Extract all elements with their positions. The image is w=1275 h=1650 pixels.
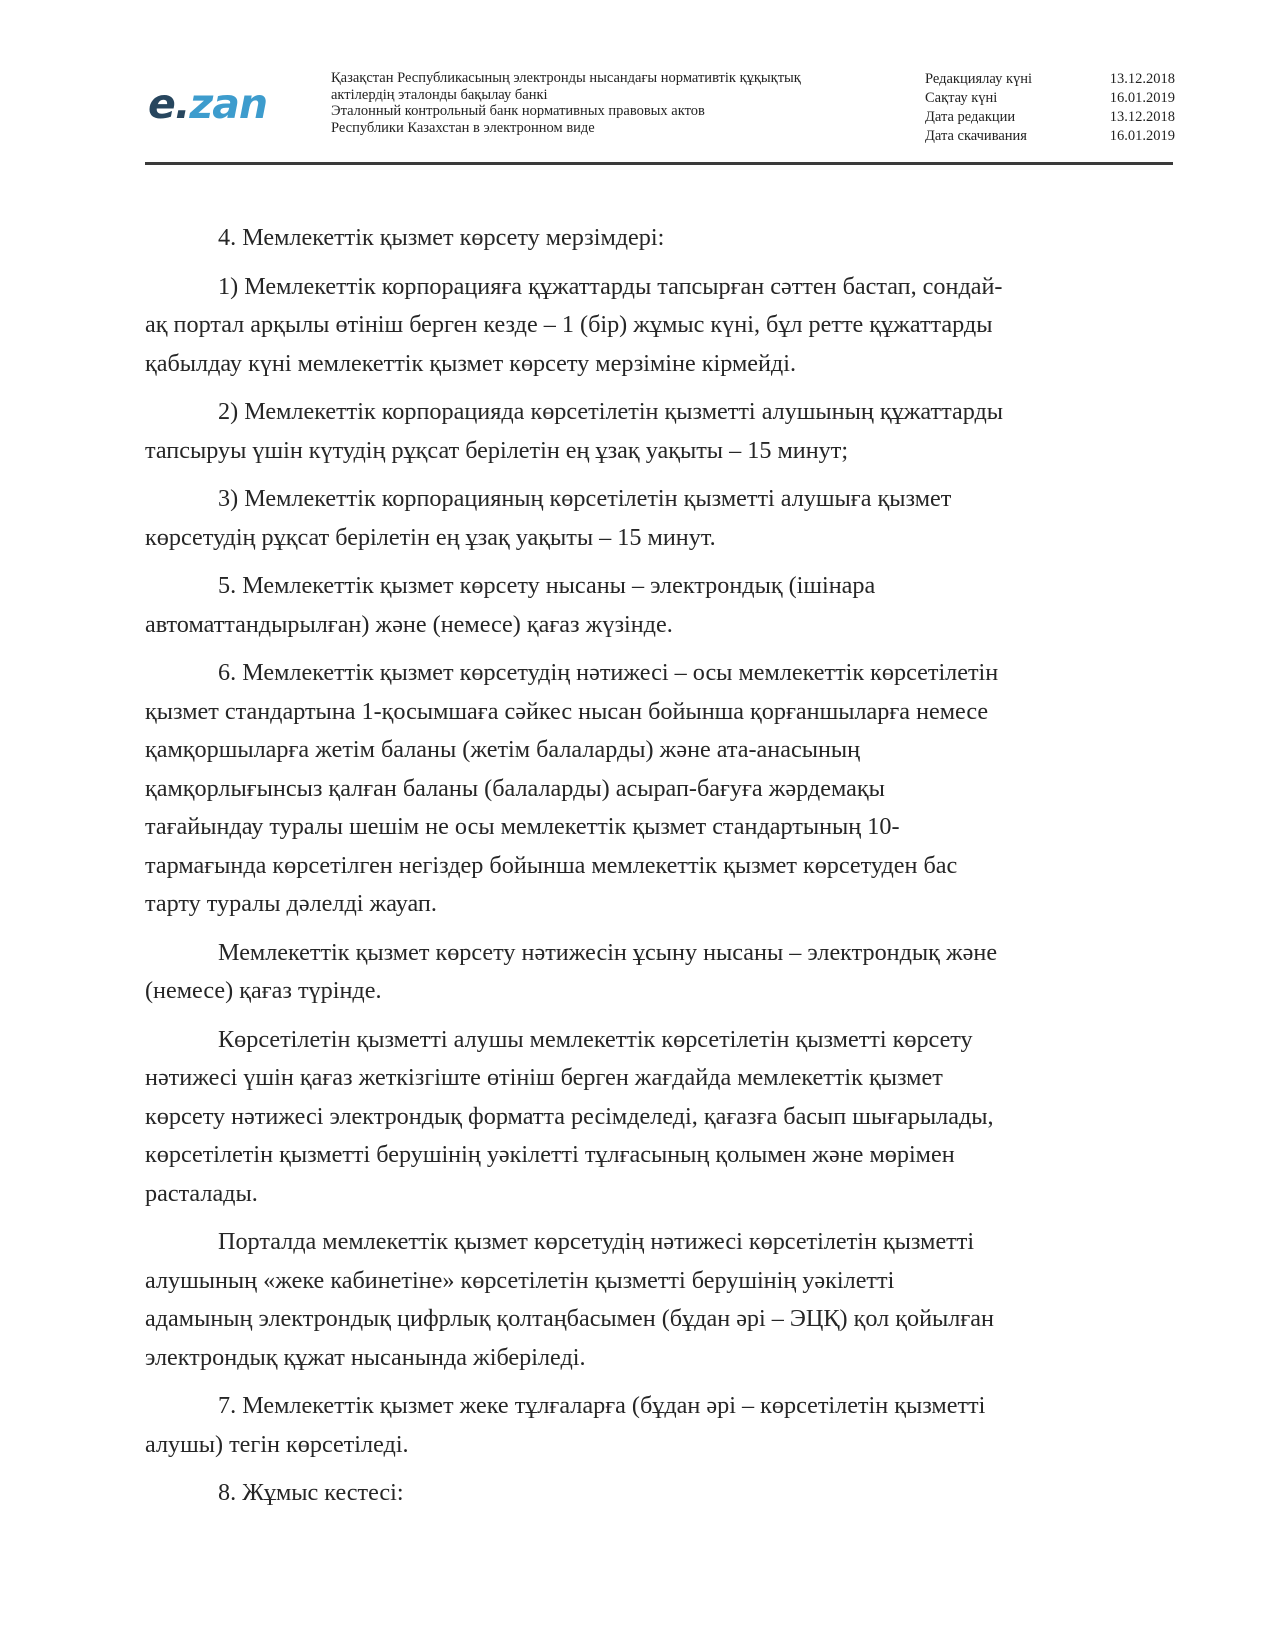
header-meta — [925, 70, 1175, 146]
paragraph — [145, 219, 1160, 258]
paragraph-line: адамының электрондық цифрлық қолтаңбасымен (бұдан әрі – ЭЦҚ) қол қойылған — [145, 1305, 994, 1332]
paragraph-line: қамқоршыларға жетім баланы (жетім балаларды) және ата-анасының — [145, 736, 861, 763]
logo-zan: zan — [189, 80, 268, 128]
paragraph — [145, 567, 1160, 644]
meta-label: Дата скачивания — [925, 128, 1027, 144]
paragraph — [145, 1021, 1160, 1214]
paragraph — [145, 480, 1160, 557]
paragraph-line: қызмет стандартына 1-қосымшаға сәйкес нысан бойынша қорғаншыларға немесе — [145, 697, 989, 725]
paragraph — [145, 268, 1160, 384]
paragraph-line: Көрсетілетін қызметті алушы мемлекеттік көрсетілетін қызметті көрсету — [218, 1025, 973, 1053]
paragraph — [145, 1223, 1160, 1377]
header-line: Қазақстан Республикасының электронды нысандағы нормативтік құқықтық — [331, 70, 801, 86]
paragraph-line: (немесе) қағаз түрінде. — [145, 977, 382, 1004]
paragraph — [145, 1387, 1160, 1464]
paragraph-line: көрсетудің рұқсат берілетін ең ұзақ уақыты – 15 минут. — [145, 523, 716, 551]
paragraph-line: қамқорлығынсыз қалған баланы (балаларды) асырап-бағуға жәрдемақы — [145, 774, 885, 802]
paragraph-line: 6. Мемлекеттік қызмет көрсетудің нәтижесі – осы мемлекеттік көрсетілетін — [218, 659, 999, 686]
logo-dot: . — [174, 80, 190, 128]
meta-label: Сақтау күні — [925, 90, 998, 106]
paragraph-line: тармағында көрсетілген негіздер бойынша мемлекеттік қызмет көрсетуден бас — [145, 851, 958, 879]
document-body — [145, 219, 1160, 1523]
paragraph-line: 8. Жұмыс кестесі: — [218, 1479, 404, 1506]
paragraph-line: 1) Мемлекеттік корпорацияға құжаттарды тапсырған сәттен бастап, сондай- — [218, 272, 1003, 300]
meta-row-save-date-kz — [925, 89, 1175, 108]
paragraph-line: электрондық құжат нысанында жіберіледі. — [145, 1343, 586, 1371]
paragraph-line: тағайындау туралы шешім не осы мемлекеттік қызмет стандартының 10- — [145, 813, 900, 840]
header-title-block — [331, 70, 891, 136]
meta-value: 16.01.2019 — [1109, 128, 1175, 144]
header-divider — [145, 162, 1173, 165]
meta-row-download-date-ru — [925, 127, 1175, 146]
paragraph — [145, 654, 1160, 924]
paragraph-line: алушының «жеке кабинетіне» көрсетілетін қызметті берушінің уәкілетті — [145, 1266, 895, 1294]
paragraph-line: көрсету нәтижесі электрондық форматта ресімделеді, қағазға басып шығарылады, — [145, 1102, 994, 1130]
meta-label: Редакциялау күні — [925, 71, 1033, 87]
paragraph-line: тарту туралы дәлелді жауап. — [145, 890, 437, 917]
header-line: Республики Казахстан в электронном виде — [331, 119, 595, 136]
header-line: Эталонный контрольный банк нормативных правовых актов — [331, 103, 705, 119]
paragraph-line: 7. Мемлекеттік қызмет жеке тұлғаларға (бұдан әрі – көрсетілетін қызметті — [218, 1392, 986, 1419]
paragraph — [145, 1474, 1160, 1513]
paragraph-line: Порталда мемлекеттік қызмет көрсетудің нәтижесі көрсетілетін қызметті — [218, 1228, 975, 1255]
paragraph-line: алушы) тегін көрсетіледі. — [145, 1430, 409, 1458]
meta-row-edit-date-kz — [925, 70, 1175, 89]
paragraph-line: 4. Мемлекеттік қызмет көрсету мерзімдері: — [218, 224, 665, 251]
paragraph-line: расталады. — [145, 1179, 258, 1207]
paragraph-line: Мемлекеттік қызмет көрсету нәтижесін ұсыну нысаны – электрондық және — [218, 938, 998, 966]
paragraph — [145, 393, 1160, 470]
paragraph-line: ақ портал арқылы өтініш берген кезде – 1 (бір) жұмыс күні, бұл ретте құжаттарды — [145, 311, 993, 338]
meta-value: 13.12.2018 — [1109, 109, 1175, 125]
ezan-logo — [148, 80, 298, 128]
meta-label: Дата редакции — [925, 109, 1016, 125]
paragraph-line: 5. Мемлекеттік қызмет көрсету нысаны – электрондық (ішінара — [218, 572, 876, 599]
paragraph-line: тапсыруы үшін күтудің рұқсат берілетін ең ұзақ уақыты – 15 минут; — [145, 436, 849, 464]
paragraph-line: 2) Мемлекеттік корпорацияда көрсетілетін қызметті алушының құжаттарды — [218, 398, 1004, 425]
paragraph — [145, 934, 1160, 1011]
paragraph-line: 3) Мемлекеттік корпорацияның көрсетілетін қызметті алушыға қызмет — [218, 485, 952, 512]
paragraph-line: көрсетілетін қызметті берушінің уәкілетті тұлғасының қолымен және мөрімен — [145, 1141, 955, 1168]
meta-row-edit-date-ru — [925, 108, 1175, 127]
meta-value: 16.01.2019 — [1109, 90, 1175, 106]
header-line: актілердің эталонды бақылау банкі — [331, 86, 548, 103]
paragraph-line: нәтижесі үшін қағаз жеткізгіште өтініш берген жағдайда мемлекеттік қызмет — [145, 1064, 943, 1091]
logo-e: e — [148, 80, 175, 128]
paragraph-line: қабылдау күні мемлекеттік қызмет көрсету мерзіміне кірмейді. — [145, 349, 797, 377]
meta-value: 13.12.2018 — [1109, 71, 1175, 87]
paragraph-line: автоматтандырылған) және (немесе) қағаз жүзінде. — [145, 610, 673, 638]
